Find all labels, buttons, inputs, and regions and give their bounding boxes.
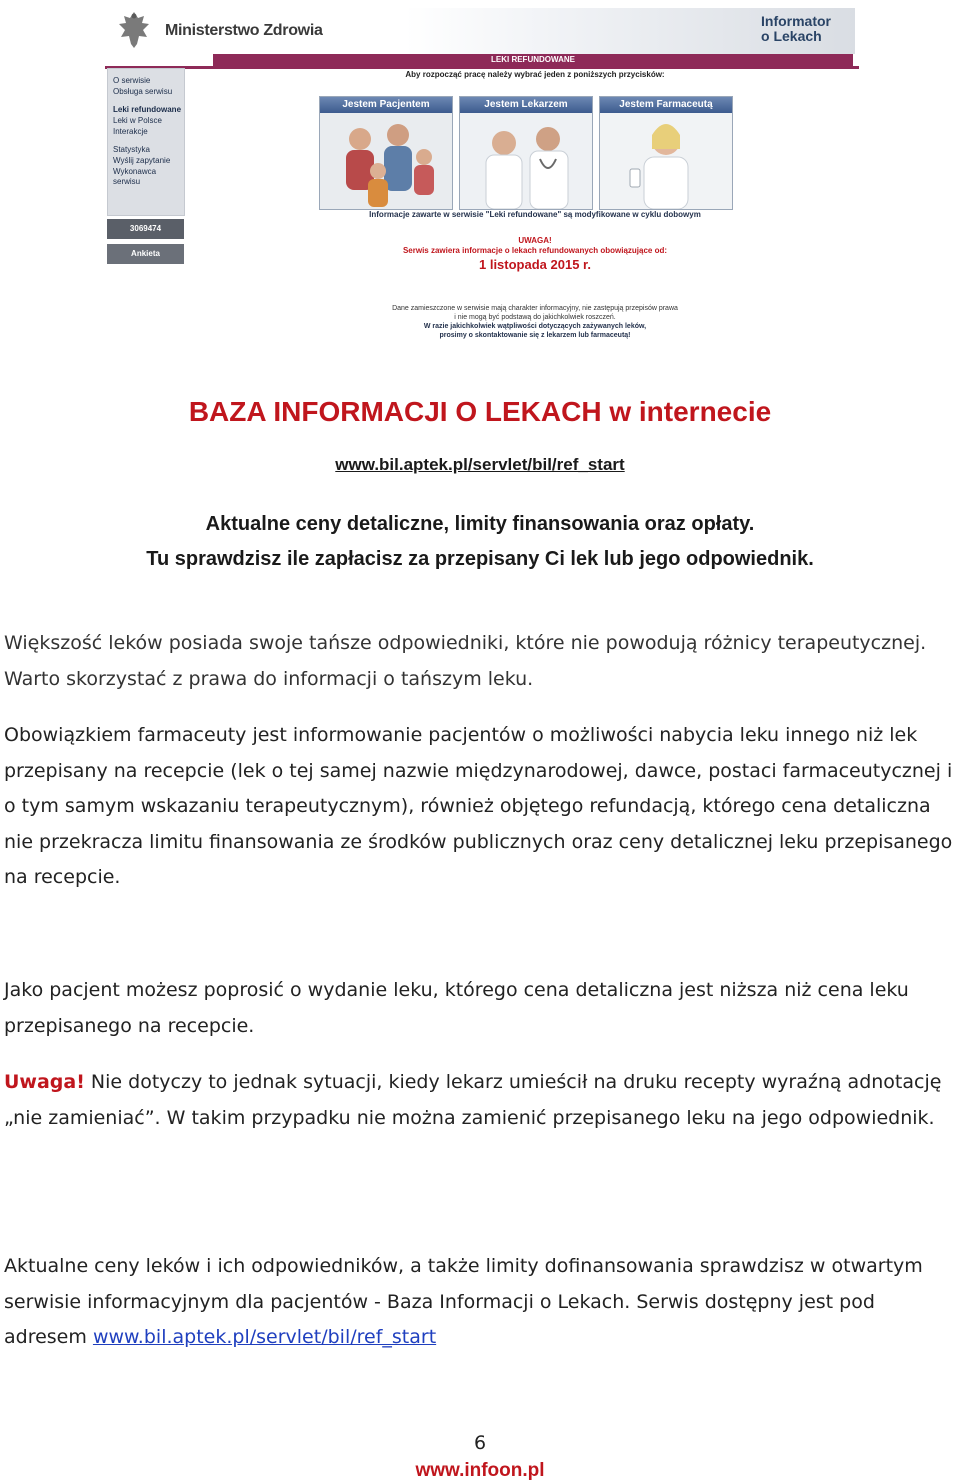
doctor-button-label: Jestem Lekarzem <box>460 97 592 113</box>
doctors-photo <box>460 113 592 209</box>
visit-counter: 3069474 <box>107 219 184 239</box>
informator-logo: Informator o Lekach <box>761 13 831 44</box>
site-header <box>105 4 859 69</box>
footer-link[interactable]: www.infoon.pl <box>415 1460 545 1481</box>
update-note: Informacje zawarte w serwisie "Leki refundowane" są modyfikowane w cyklu dobowym <box>369 210 701 219</box>
service-url-link[interactable]: www.bil.aptek.pl/servlet/bil/ref_start <box>335 455 625 474</box>
section-title: LEKI REFUNDOWANE <box>213 54 853 66</box>
paragraph-cheaper-equivalents: Większość leków posiada swoje tańsze odpowiedniki, które nie powodują różnicy terapeutycznej. Warto skorzystać z prawa do informacji o tańszym leku. <box>4 632 927 690</box>
disclaimer: Dane zamieszczone w serwisie mają charakter informacyjny, nie zastępują przepisów prawa i nie mogą być podstawą do jakichkolwiek roszczeń. W razie jakichkolwiek wątpliwości dotyczących zażywanych leków, prosimy o skontaktowanie się z lekarzem lub farmaceutą! <box>392 305 678 339</box>
sidebar-item-o-serwisie[interactable]: O serwisie <box>113 76 151 85</box>
website-screenshot <box>105 4 859 350</box>
sidebar-item-obsluga[interactable]: Obsługa serwisu <box>113 87 173 96</box>
patient-button[interactable] <box>319 96 453 210</box>
warning-label: Uwaga! <box>4 1071 85 1093</box>
pharmacist-photo <box>600 113 732 209</box>
family-photo <box>320 113 452 209</box>
sidebar-item-statystyka[interactable]: Statystyka <box>113 145 150 154</box>
validity-notice: UWAGA! Serwis zawiera informacje o lekach refundowanych obowiązujące od: 1 listopada 2015 r. <box>402 236 668 272</box>
paragraph-pharmacist-duty: Obowiązkiem farmaceuty jest informowanie pacjentów o możliwości nabycia leku innego niż lek przepisany na recepcie (lek o tej samej nazwie międzynarodowej, dawce, postaci farmaceutycznej i o tym samym wskazaniu terapeutycznym), również objętego refundacją, którego cena detaliczna nie przekracza limitu finansowania ze środków publicznych oraz ceny detalicznej leku przepisanego na recepcie. <box>4 724 953 888</box>
doctor-button[interactable] <box>459 96 593 210</box>
sidebar-item-wykonawca[interactable]: Wykonawca serwisu <box>113 167 157 186</box>
patient-button-label: Jestem Pacjentem <box>320 97 452 113</box>
eagle-emblem-icon <box>117 10 151 50</box>
sidebar-item-interakcje[interactable]: Interakcje <box>113 127 148 136</box>
paragraph-service-address: Aktualne ceny leków i ich odpowiedników, a także limity dofinansowania sprawdzisz w otwartym serwisie informacyjnym dla pacjentów - Baza Informacji o Lekach. Serwis dostępny jest pod adresem www.bil.aptek.pl/servlet/bil/ref_start <box>4 1255 923 1348</box>
sidebar-item-wyslij-zapytanie[interactable]: Wyślij zapytanie <box>113 156 171 165</box>
page-number: 6 <box>473 1432 487 1454</box>
page-title: BAZA INFORMACJI O LEKACH w internecie <box>188 396 772 427</box>
pharmacist-button-label: Jestem Farmaceutą <box>600 97 732 113</box>
lead-text: Aktualne ceny detaliczne, limity finansowania oraz opłaty. Tu sprawdzisz ile zapłacisz za przepisany Ci lek lub jego odpowiednik. <box>146 513 814 570</box>
ministry-name: Ministerstwo Zdrowia <box>165 22 323 39</box>
choose-prompt: Aby rozpocząć pracę należy wybrać jeden z poniższych przycisków: <box>405 70 665 79</box>
side-navigation <box>107 68 185 216</box>
ankieta-button[interactable]: Ankieta <box>107 244 184 264</box>
sidebar-item-leki-w-polsce[interactable]: Leki w Polsce <box>113 116 162 125</box>
service-address-link[interactable]: www.bil.aptek.pl/servlet/bil/ref_start <box>92 1326 437 1348</box>
paragraph-patient-request: Jako pacjent możesz poprosić o wydanie leku, którego cena detaliczna jest niższa niż cena leku przepisanego na recepcie. <box>4 979 909 1037</box>
sidebar-item-leki-refundowane[interactable]: Leki refundowane <box>113 105 182 114</box>
paragraph-warning: Uwaga! Nie dotyczy to jednak sytuacji, kiedy lekarz umieścił na druku recepty wyraźną adnotację „nie zamieniać”. W takim przypadku nie można zamienić przepisanego leku na jego odpowiednik. <box>4 1071 942 1129</box>
pharmacist-button[interactable] <box>599 96 733 210</box>
